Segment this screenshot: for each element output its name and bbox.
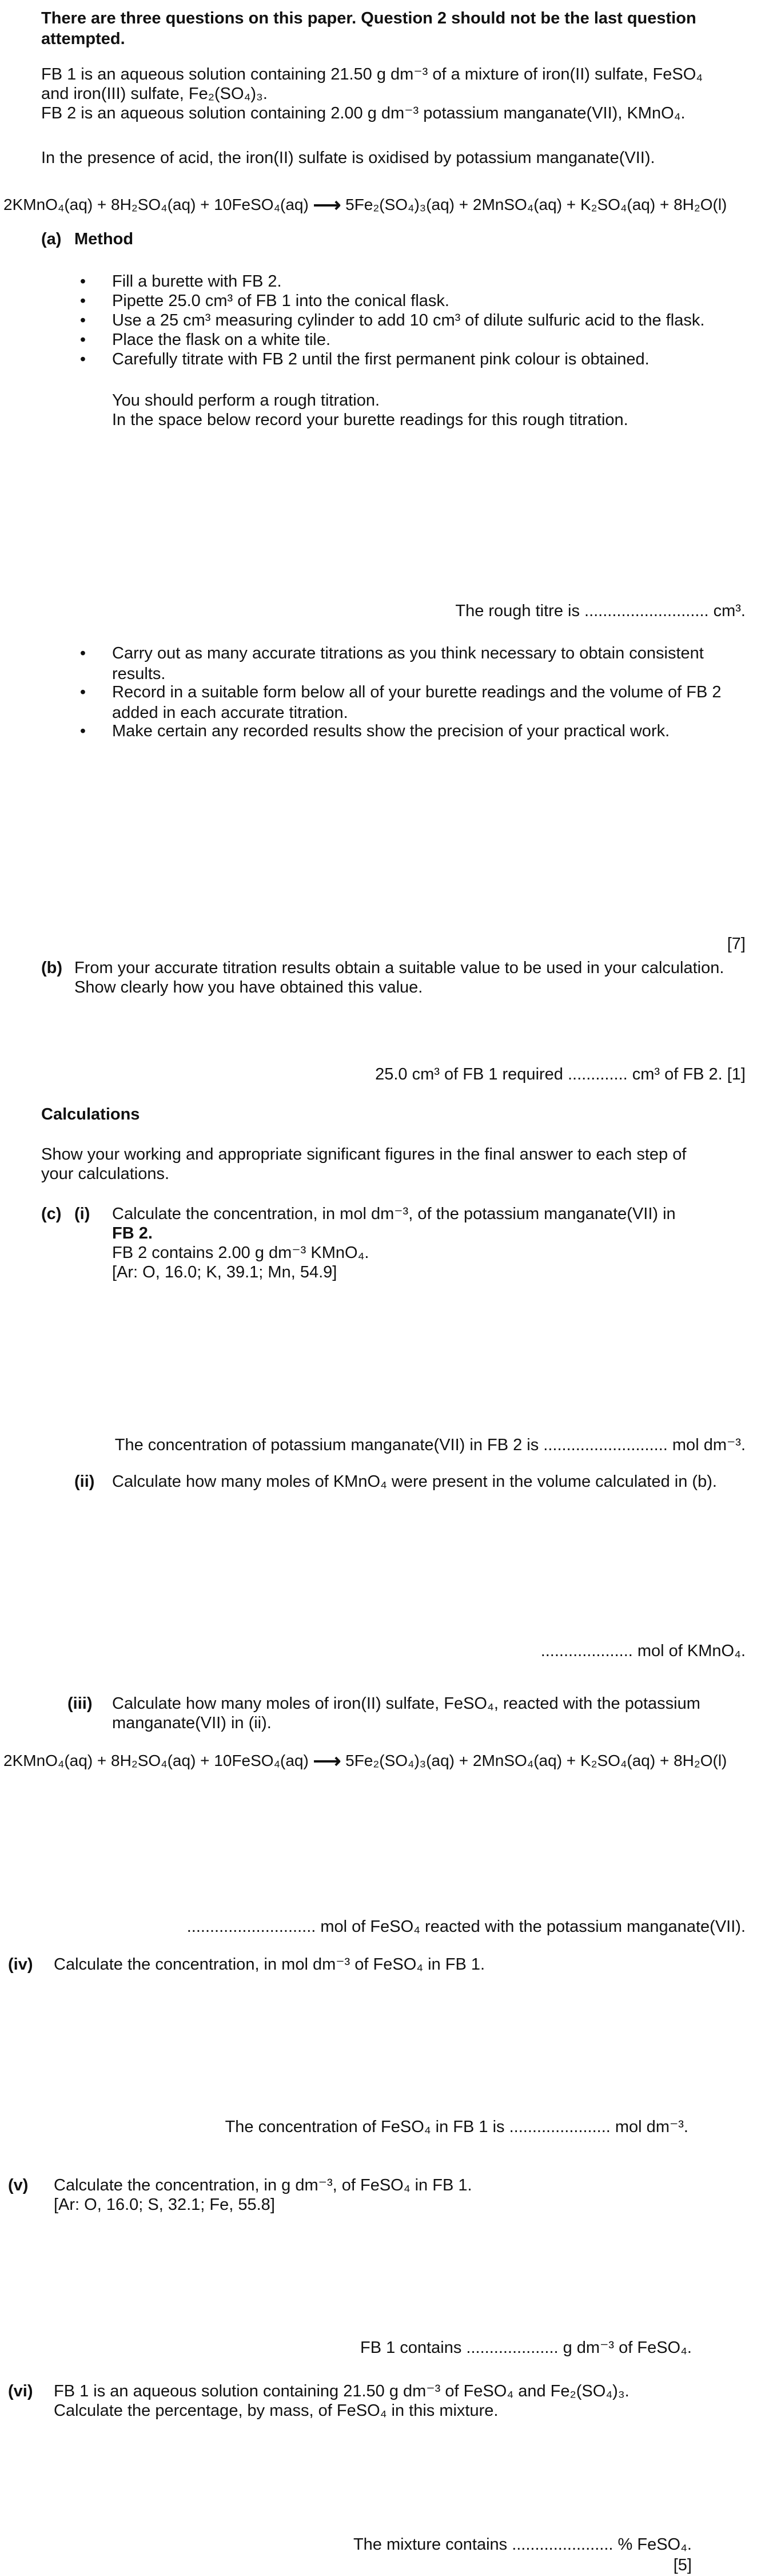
bullet-icon: • bbox=[79, 331, 86, 349]
rough-titration-record: In the space below record your burette readings for this rough titration. bbox=[112, 411, 628, 429]
part-c-iii-label: (iii) bbox=[67, 1694, 93, 1713]
bullet-icon: • bbox=[79, 272, 86, 291]
fb1-description-line1: FB 1 is an aqueous solution containing 21.50 g dm⁻³ of a mixture of iron(II) sulfate, FeSO₄ bbox=[41, 65, 703, 84]
method-step-3: Use a 25 cm³ measuring cylinder to add 10 cm³ of dilute sulfuric acid to the flask. bbox=[112, 311, 705, 330]
part-c-v-relative-masses: [Ar: O, 16.0; S, 32.1; Fe, 55.8] bbox=[54, 2196, 275, 2214]
accurate-step-3: Make certain any recorded results show the precision of your practical work. bbox=[112, 722, 670, 740]
part-c-iii-line1: Calculate how many moles of iron(II) sulfate, FeSO₄, reacted with the potassium bbox=[112, 1694, 700, 1713]
fb1-description-line2: and iron(III) sulfate, Fe₂(SO₄)₃. bbox=[41, 85, 268, 103]
part-c-iv-line1: Calculate the concentration, in mol dm⁻³ of FeSO₄ in FB 1. bbox=[54, 1955, 485, 1974]
method-step-2: Pipette 25.0 cm³ of FB 1 into the conical flask. bbox=[112, 292, 449, 310]
part-c-vi-answer: The mixture contains ...................... % FeSO₄. bbox=[353, 2535, 692, 2554]
method-step-1: Fill a burette with FB 2. bbox=[112, 272, 282, 291]
bullet-icon: • bbox=[79, 292, 86, 310]
part-c-vi-line2: Calculate the percentage, by mass, of FeSO₄ in this mixture. bbox=[54, 2402, 499, 2420]
part-c-ii-line1: Calculate how many moles of KMnO₄ were present in the volume calculated in (b). bbox=[112, 1472, 717, 1491]
calculations-heading: Calculations bbox=[41, 1105, 140, 1124]
reaction-equation-repeat bbox=[3, 1749, 727, 1774]
equation-lhs: 2KMnO₄(aq) + 8H₂SO₄(aq) + 10FeSO₄(aq) bbox=[3, 1752, 309, 1769]
part-c-v-line1: Calculate the concentration, in g dm⁻³, of FeSO₄ in FB 1. bbox=[54, 2176, 472, 2194]
method-heading: Method bbox=[74, 230, 134, 248]
part-b-label: (b) bbox=[41, 959, 63, 977]
part-c-iv-label: (iv) bbox=[8, 1955, 33, 1974]
rough-titre-answer: The rough titre is ........................... cm³. bbox=[455, 602, 746, 620]
equation-rhs: 5Fe₂(SO₄)₃(aq) + 2MnSO₄(aq) + K₂SO₄(aq) + 8H₂O(l) bbox=[345, 196, 727, 213]
part-c-v-answer: FB 1 contains .................... g dm⁻³ of FeSO₄. bbox=[360, 2339, 692, 2357]
bullet-icon: • bbox=[79, 350, 86, 368]
method-step-5: Carefully titrate with FB 2 until the first permanent pink colour is obtained. bbox=[112, 350, 650, 368]
calculations-instruction-line1: Show your working and appropriate significant figures in the final answer to each step of bbox=[41, 1145, 687, 1164]
bullet-icon: • bbox=[79, 311, 86, 330]
rough-titration-instruction: You should perform a rough titration. bbox=[112, 391, 380, 410]
part-c-i-label: (i) bbox=[74, 1205, 90, 1223]
fb2-description: FB 2 is an aqueous solution containing 2.00 g dm⁻³ potassium manganate(VII), KMnO₄. bbox=[41, 104, 686, 122]
accurate-step-2: Record in a suitable form below all of your burette readings and the volume of FB 2 added in each accurate titration. bbox=[112, 683, 722, 723]
bullet-icon: • bbox=[79, 644, 86, 662]
part-c-label: (c) bbox=[41, 1205, 62, 1223]
part-c-i-relative-masses: [Ar: O, 16.0; K, 39.1; Mn, 54.9] bbox=[112, 1263, 337, 1281]
part-c-i-line2: FB 2. bbox=[112, 1224, 153, 1243]
part-c-ii-answer: .................... mol of KMnO₄. bbox=[540, 1642, 746, 1660]
method-step-4: Place the flask on a white tile. bbox=[112, 331, 331, 349]
part-c-marks: [5] bbox=[673, 2556, 692, 2574]
part-c-iii-answer: ............................ mol of FeSO₄ reacted with the potassium manganate(VII). bbox=[186, 1918, 746, 1936]
part-c-iv-answer: The concentration of FeSO₄ in FB 1 is ...................... mol dm⁻³. bbox=[225, 2118, 688, 2136]
part-a-label: (a) bbox=[41, 230, 62, 248]
part-c-i-line3: FB 2 contains 2.00 g dm⁻³ KMnO₄. bbox=[112, 1244, 369, 1262]
acid-statement: In the presence of acid, the iron(II) sulfate is oxidised by potassium manganate(VII). bbox=[41, 149, 655, 167]
part-c-vi-label: (vi) bbox=[8, 2382, 33, 2400]
reaction-arrow-icon: ⟶ bbox=[313, 195, 341, 216]
reaction-arrow-icon: ⟶ bbox=[313, 1751, 341, 1772]
bullet-icon: • bbox=[79, 722, 86, 740]
part-c-i-line1: Calculate the concentration, in mol dm⁻³, of the potassium manganate(VII) in bbox=[112, 1205, 676, 1223]
bullet-icon: • bbox=[79, 683, 86, 701]
calculations-instruction-line2: your calculations. bbox=[41, 1165, 170, 1183]
part-b-line1: From your accurate titration results obtain a suitable value to be used in your calculation. bbox=[74, 959, 724, 977]
paper-notice: There are three questions on this paper. Question 2 should not be the last question attempted. bbox=[41, 9, 696, 49]
part-b-line2: Show clearly how you have obtained this value. bbox=[74, 978, 423, 997]
part-c-v-label: (v) bbox=[8, 2176, 29, 2194]
part-c-ii-label: (ii) bbox=[74, 1472, 95, 1491]
part-c-vi-line1: FB 1 is an aqueous solution containing 21.50 g dm⁻³ of FeSO₄ and Fe₂(SO₄)₃. bbox=[54, 2382, 629, 2400]
accurate-step-1: Carry out as many accurate titrations as you think necessary to obtain consistent results. bbox=[112, 644, 704, 684]
equation-rhs: 5Fe₂(SO₄)₃(aq) + 2MnSO₄(aq) + K₂SO₄(aq) + 8H₂O(l) bbox=[345, 1752, 727, 1769]
part-c-iii-line2: manganate(VII) in (ii). bbox=[112, 1714, 272, 1732]
equation-lhs: 2KMnO₄(aq) + 8H₂SO₄(aq) + 10FeSO₄(aq) bbox=[3, 196, 309, 213]
reaction-equation bbox=[3, 193, 727, 218]
part-a-marks: [7] bbox=[727, 935, 746, 953]
part-b-answer: 25.0 cm³ of FB 1 required ............. cm³ of FB 2. [1] bbox=[375, 1065, 746, 1083]
part-c-i-answer: The concentration of potassium manganate(VII) in FB 2 is ........................... mol dm⁻³. bbox=[114, 1436, 746, 1454]
